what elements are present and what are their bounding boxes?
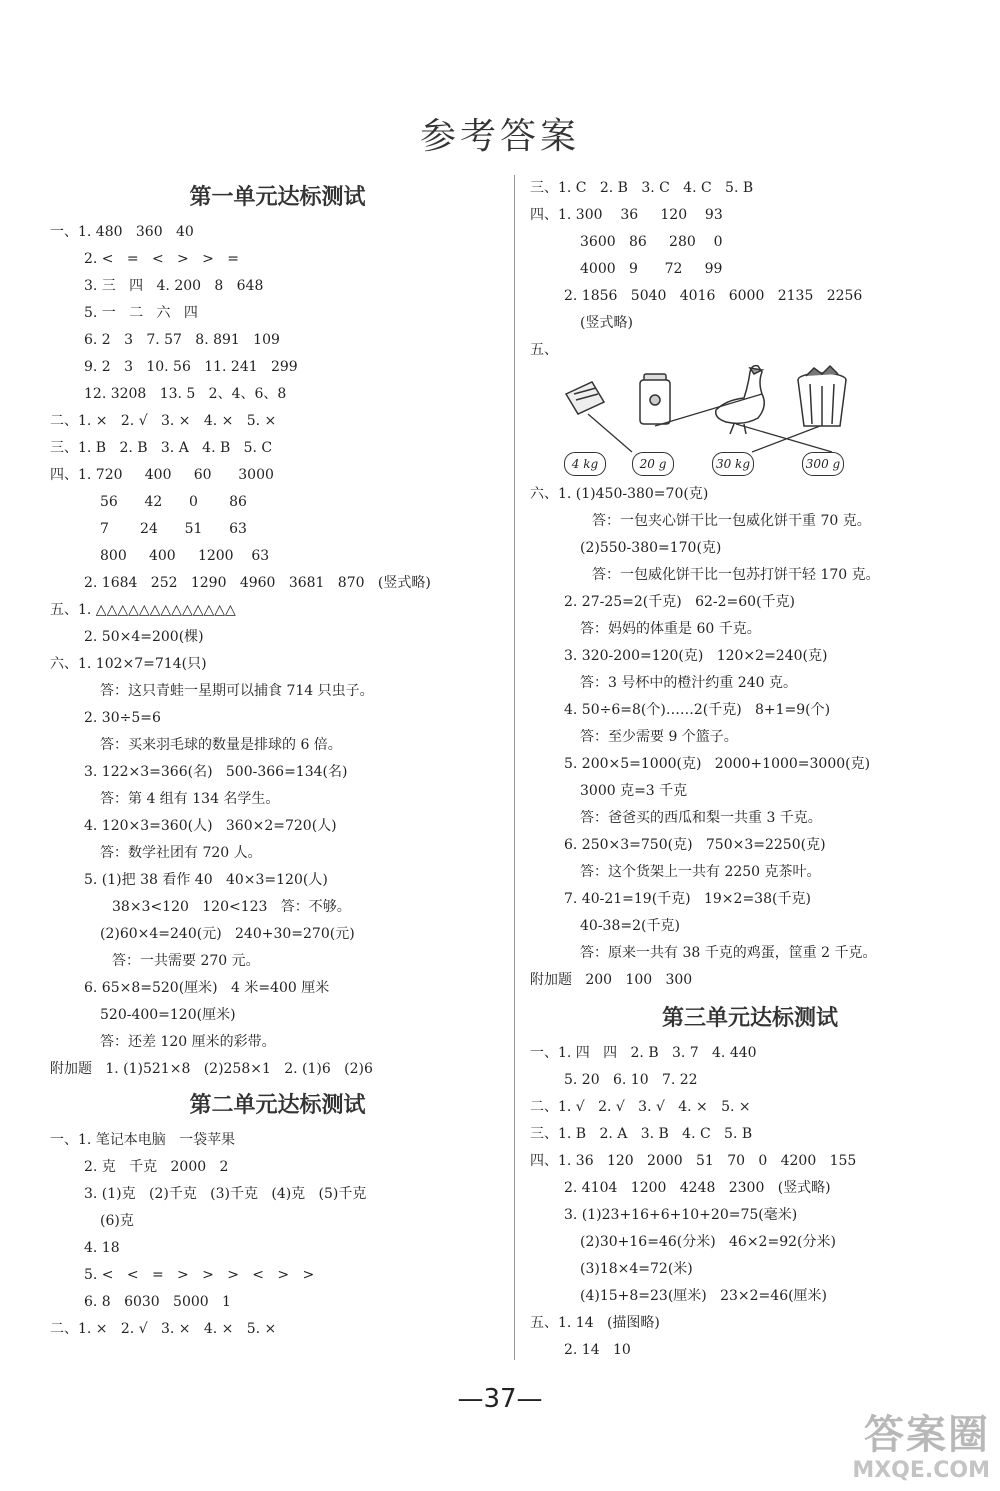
answer-line: 40-38=2(千克) <box>580 918 680 934</box>
answer-line: 6. 65×8=520(厘米) 4 米=400 厘米 <box>84 980 330 996</box>
answer-line: 2. < = < > > = <box>84 251 239 267</box>
weight-label: 30 kg <box>712 452 754 476</box>
answer-line: 附加题 200 100 300 <box>530 972 693 988</box>
answer-line: 三、1. C 2. B 3. C 4. C 5. B <box>530 180 754 196</box>
answer-line: 二、1. × 2. √ 3. × 4. × 5. × <box>50 413 277 429</box>
eraser-icon <box>566 382 604 414</box>
answer-line: 答：原来一共有 38 千克的鸡蛋，筐重 2 千克。 <box>580 945 877 961</box>
site-watermark <box>760 1412 990 1490</box>
answer-line: 56 42 0 86 <box>100 494 247 510</box>
answer-line: (3)18×4=72(米) <box>580 1261 693 1277</box>
answer-line: 答：一共需要 270 元。 <box>112 953 260 969</box>
answer-line: 6. 2 3 7. 57 8. 891 109 <box>84 332 280 348</box>
answer-line: 二、1. × 2. √ 3. × 4. × 5. × <box>50 1321 277 1337</box>
answer-line: 2. 30÷5=6 <box>84 710 161 726</box>
answer-line: 520-400=120(厘米) <box>100 1007 236 1023</box>
answer-line: 答：3 号杯中的橙汁约重 240 克。 <box>580 675 797 691</box>
weight-label: 20 g <box>632 452 674 476</box>
answer-line: 4. 50÷6=8(个)……2(千克) 8+1=9(个) <box>564 702 831 718</box>
answer-line: 2. 4104 1200 4248 2300 (竖式略) <box>564 1180 831 1196</box>
answer-line: 3. (1)23+16+6+10+20=75(毫米) <box>564 1207 798 1223</box>
answer-line: 附加题 1. (1)521×8 (2)258×1 2. (1)6 (2)6 <box>50 1061 373 1077</box>
page-title: 参考答案 <box>419 116 580 157</box>
answer-line: 6. 250×3=750(克) 750×3=2250(克) <box>564 837 826 853</box>
answer-line: 答：这只青蛙一星期可以捕食 714 只虫子。 <box>100 683 374 699</box>
column-divider <box>514 175 515 1360</box>
answer-line: 答：买来羽毛球的数量是排球的 6 倍。 <box>100 737 342 753</box>
matching-figure <box>530 364 970 481</box>
answer-line: 四、1. 720 400 60 3000 <box>50 467 274 483</box>
answer-line: 答：一包夹心饼干比一包威化饼干重 70 克。 <box>592 513 871 529</box>
answer-line: 7 24 51 63 <box>100 521 247 537</box>
weight-label: 300 g <box>802 452 844 476</box>
unit1-title: 第一单元达标测试 <box>189 184 366 210</box>
right-column <box>530 175 970 1364</box>
answer-line: (4)15+8=23(厘米) 23×2=46(厘米) <box>580 1288 828 1304</box>
answer-line: 3. 122×3=366(名) 500-366=134(名) <box>84 764 348 780</box>
answer-line: 800 400 1200 63 <box>100 548 270 564</box>
answer-line: 五、1. △△△△△△△△△△△△△ <box>50 602 236 618</box>
answer-line: 5. 一 二 六 四 <box>84 305 198 321</box>
answer-line: 五、1. 14 (描图略) <box>530 1315 660 1331</box>
answer-line: 3. (1)克 (2)千克 (3)千克 (4)克 (5)千克 <box>84 1186 367 1202</box>
answer-line: 7. 40-21=19(千克) 19×2=38(千克) <box>564 891 811 907</box>
bottle-icon <box>640 374 670 424</box>
answer-line: 4. 120×3=360(人) 360×2=720(人) <box>84 818 337 834</box>
answer-line: 5. 200×5=1000(克) 2000+1000=3000(克) <box>564 756 871 772</box>
answer-line: 答：第 4 组有 134 名学生。 <box>100 791 280 807</box>
goose-icon <box>716 366 765 434</box>
answer-line: 5. 20 6. 10 7. 22 <box>564 1072 698 1088</box>
unit3-title: 第三单元达标测试 <box>661 1005 838 1031</box>
answer-line: 一、1. 480 360 40 <box>50 224 194 240</box>
answer-line: 2. 1856 5040 4016 6000 2135 2256 <box>564 288 863 304</box>
answer-line: 答：这个货架上一共有 2250 克茶叶。 <box>580 864 821 880</box>
answer-line: (2)30+16=46(分米) 46×2=92(分米) <box>580 1234 836 1250</box>
answer-line: 五、 <box>530 342 558 358</box>
answer-line: 四、1. 36 120 2000 51 70 0 4200 155 <box>530 1153 857 1169</box>
left-column <box>50 175 505 1343</box>
answer-line: 六、1. (1)450-380=70(克) <box>530 486 709 502</box>
answer-line: 3. 320-200=120(克) 120×2=240(克) <box>564 648 828 664</box>
answer-line: (竖式略) <box>580 315 633 331</box>
answer-line: 四、1. 300 36 120 93 <box>530 207 723 223</box>
answer-line: (2)60×4=240(元) 240+30=270(元) <box>100 926 355 942</box>
answer-line: (2)550-380=170(克) <box>580 540 722 556</box>
answer-line: 4. 18 <box>84 1240 120 1256</box>
answer-line: 答：还差 120 厘米的彩带。 <box>100 1034 276 1050</box>
answer-line: 二、1. √ 2. √ 3. √ 4. × 5. × <box>530 1099 751 1115</box>
answer-line: 9. 2 3 10. 56 11. 241 299 <box>84 359 298 375</box>
watermark-url: MXQE.COM <box>852 1458 990 1483</box>
answer-line: 答：一包威化饼干比一包苏打饼干轻 170 克。 <box>592 567 880 583</box>
answer-line: 4000 9 72 99 <box>580 261 723 277</box>
answer-line: 六、1. 102×7=714(只) <box>50 656 207 672</box>
answer-line: 12. 3208 13. 5 2、4、6、8 <box>84 386 287 402</box>
answer-line: 3600 86 280 0 <box>580 234 723 250</box>
match-lines <box>588 394 832 452</box>
answer-line: 2. 14 10 <box>564 1342 631 1358</box>
answer-line: 答：至少需要 9 个篮子。 <box>580 729 738 745</box>
answer-line: 一、1. 四 四 2. B 3. 7 4. 440 <box>530 1045 757 1061</box>
answer-line: 5. (1)把 38 看作 40 40×3=120(人) <box>84 872 328 888</box>
answer-line: 3000 克=3 千克 <box>580 783 688 799</box>
answer-line: 答：爸爸买的西瓜和梨一共重 3 千克。 <box>580 810 822 826</box>
answer-line: 3. 三 四 4. 200 8 648 <box>84 278 264 294</box>
answer-line: 38×3<120 120<123 答：不够。 <box>112 899 351 915</box>
weight-label: 4 kg <box>564 452 606 476</box>
answer-line: 2. 27-25=2(千克) 62-2=60(千克) <box>564 594 795 610</box>
page-number: —37— <box>457 1384 543 1414</box>
answer-line: 2. 1684 252 1290 4960 3681 870 (竖式略) <box>84 575 431 591</box>
basket-icon <box>798 366 846 426</box>
answer-line: 6. 8 6030 5000 1 <box>84 1294 231 1310</box>
answer-line: 三、1. B 2. A 3. B 4. C 5. B <box>530 1126 753 1142</box>
answer-line: 2. 50×4=200(棵) <box>84 629 204 645</box>
unit2-title: 第二单元达标测试 <box>189 1092 366 1118</box>
answer-line: 2. 克 千克 2000 2 <box>84 1159 229 1175</box>
watermark-logo: 答案圈 <box>864 1412 990 1458</box>
answer-line: 一、1. 笔记本电脑 一袋苹果 <box>50 1132 236 1148</box>
answer-line: 答：妈妈的体重是 60 千克。 <box>580 621 761 637</box>
answer-line: 答：数学社团有 720 人。 <box>100 845 262 861</box>
answer-line: 三、1. B 2. B 3. A 4. B 5. C <box>50 440 273 456</box>
answer-line: (6)克 <box>100 1213 134 1229</box>
answer-line: 5. < < = > > > < > > <box>84 1267 315 1283</box>
